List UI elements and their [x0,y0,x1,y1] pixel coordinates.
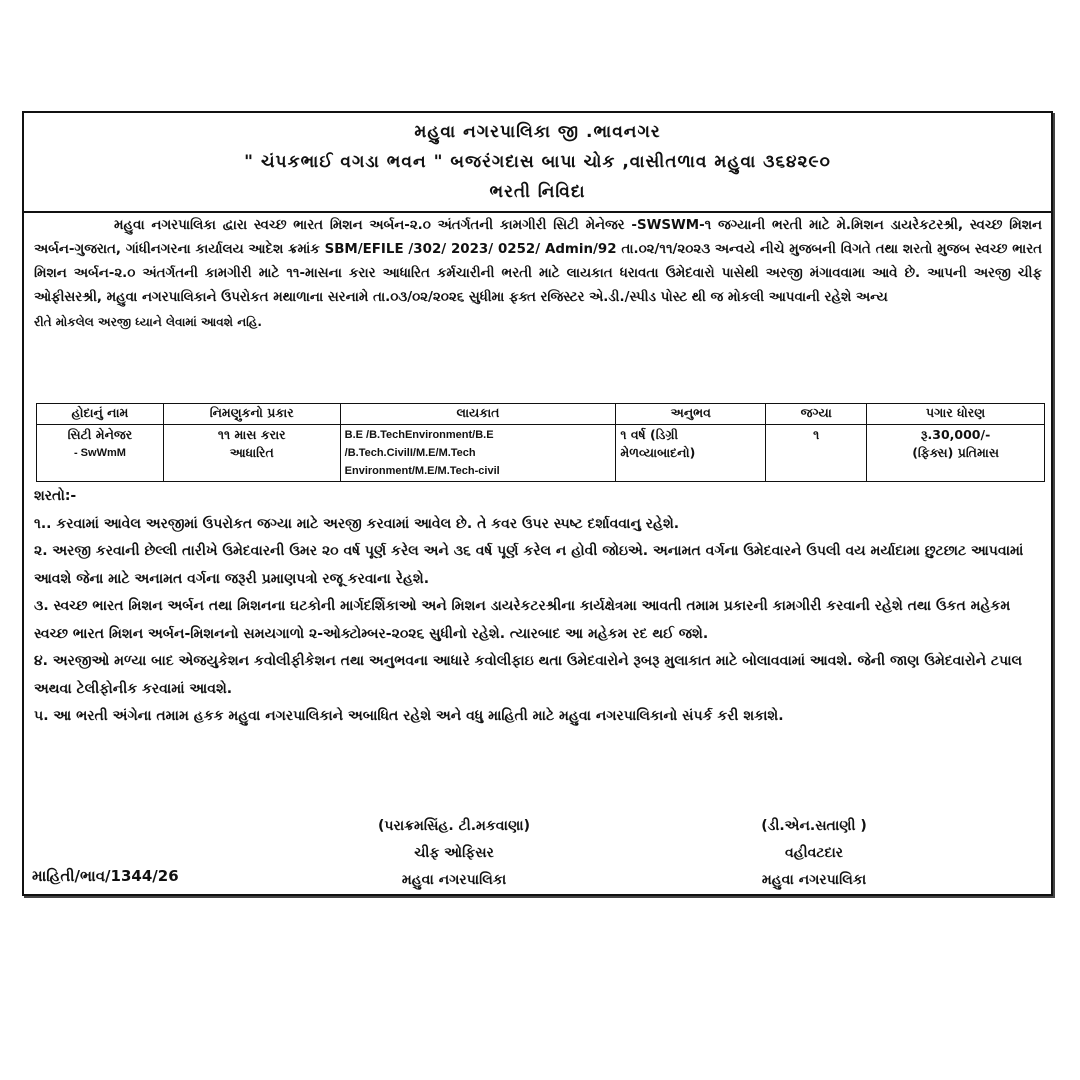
term-item: ૨. અરજી કરવાની છેલ્લી તારીખે ઉમેદવારની ઉમર ૨૦ વર્ષ પૂર્ણ કરેલ અને ૩૬ વર્ષ પૂર્ણ કરેલ ન હોવી જોઇએ. અનામત વર્ગના ઉમેદવારને ઉપલી વય મર્યાદામા છુટછાટ આપવામાં આવશે જેના માટે અનામત વર્ગના જરૂરી પ્રમાણપત્રો રજૂ કરવાના રેહશે. [34,543,1024,587]
signatory-org: મહુવા નગરપાલિકા [761,872,867,888]
signatory-name: (ડી.એન.સતાણી ) [761,818,867,834]
cell-post [37,425,164,482]
reference-number: માહિતી/ભાવ/1344/26 [32,867,179,885]
signatory-name: (પરાક્રમસિંહ. ટી.મકવાણા) [378,818,530,834]
signatory-administrator [704,813,924,894]
cell-qualification [340,425,616,482]
signatory-org: મહુવા નગરપાલિકા [401,872,507,888]
notice-title: ભરતી નિવિદા [489,182,586,202]
cell-vacancy: ૧ [766,425,867,482]
experience-line1: ૧ વર્ષ (ડિગ્રી [620,427,679,442]
signatory-chief-officer [324,813,584,894]
experience-line2: મેળવ્યાબાદનો) [620,445,696,460]
post-code: - SwWmM [73,447,126,459]
qualification-line1: B.E /B.TechEnvironment/B.E [344,429,494,441]
col-header-experience: અનુભવ [616,404,766,425]
appointment-type-line2: આધારિત [229,445,274,460]
address-line: " ચંપકભાઈ વગડા ભવન " બજરંગદાસ બાપા ચોક ,વાસીતળાવ મહુવા ૩૬૪૨૯૦ [244,152,831,172]
qualification-line3: Environment/M.E/M.Tech-civil [344,465,500,477]
table-row [37,425,1045,482]
post-table [36,403,1045,482]
col-header-appointment-type: નિમણુકનો પ્રકાર [163,404,340,425]
intro-paragraph: મહુવા નગરપાલિકા દ્વારા સ્વચ્છ ભારત મિશન અર્બન-૨.૦ અંતર્ગતની કામગીરી સિટી મેનેજર -SWSWM-૧ જગ્યાની ભરતી માટે મે.મિશન ડાયરેકટરશ્રી, સ્વચ્છ મિશન અર્બન-ગુજરાત, ગાંધીનગરના કાર્યાલય આદેશ ક્રમાંક SBM/EFILE /302/ 2023/ 0252/ Admin/92 તા.૦૨/૧૧/૨૦૨૩ અન્વયે નીચે મુજબની વિગતે તથા શરતો મુજબ સ્વચ્છ ભારત મિશન અર્બન-૨.૦ અંતર્ગતની કામગીરી માટે ૧૧-માસના કરાર આધારિત કર્મચારીની ભરતી માટે લાયકાત ધરાવતા ઉમેદવારો પાસેથી અરજી મંગાવવામા આવે છે. આપની અરજી ચીફ ઓફીસરશ્રી, મહુવા નગરપાલિકાને ઉપરોકત મથાળાના સરનામે તા.૦૩/૦૨/૨૦૨૬ સુધીમા ફક્ત રજિસ્ટર એ.ડી./સ્પીડ પોસ્ટ થી જ મોકલી આપવાની રહેશે અન્ય [34,218,1042,305]
term-item: ૪. અરજીઓ મળ્યા બાદ એજયુકેશન કવોલીફીકેશન તથા અનુભવના આધારે કવોલીફાઇ થતા ઉમેદવારોને રૂબરૂ મુલાકાત માટે બોલાવવામાં આવશે. જેની જાણ ઉમેદવારોને ટપાલ અથવા ટેલીફોનીક કરવામાં આવશે. [34,653,1023,697]
cell-appointment-type [163,425,340,482]
signatory-title: ચીફ ઓફિસર [414,845,494,861]
terms-section [34,483,1042,731]
cell-experience [616,425,766,482]
notice-header [24,113,1051,213]
col-header-qualification: લાયકાત [340,404,616,425]
col-header-pay-scale: પગાર ધોરણ [867,404,1045,425]
col-header-post: હોદાનું નામ [37,404,164,425]
pay-line2: (ફિક્સ) પ્રતિમાસ [912,445,999,460]
qualification-line2: /B.Tech.CivilI/M.E/M.Tech [344,447,476,459]
cell-pay-scale [867,425,1045,482]
col-header-vacancy: જગ્યા [766,404,867,425]
notice-frame [22,111,1053,896]
term-item: ૩. સ્વચ્છ ભારત મિશન અર્બન તથા મિશનના ઘટકોની માર્ગદર્શિકાઓ અને મિશન ડાયરેકટરશ્રીના કાર્યક્ષેત્રમા આવતી તમામ પ્રકારની કામગીરી કરવાની રહેશે તથા ઉકત મહેકમ સ્વચ્છ ભારત મિશન અર્બન-મિશનનો સમયગાળો ૨-ઓક્ટોમ્બર-૨૦૨૬ સુધીનો રહેશે. ત્યારબાદ આ મહેકમ રદ થઈ જશે. [34,598,1011,642]
term-item: ૧.. કરવામાં આવેલ અરજીમાં ઉપરોકત જગ્યા માટે અરજી કરવામાં આવેલ છે. તે કવર ઉપર સ્પષ્ટ દર્શાવવાનુ રહેશે. [34,515,680,532]
intro-section [34,214,1042,334]
post-name: સિટી મેનેજર [67,427,133,442]
intro-last-line: રીતે મોકલેલ અરજી ધ્યાને લેવામાં આવશે નહિ. [34,315,262,329]
signatory-title: વહીવટદાર [784,845,844,861]
term-item: ૫. આ ભરતી અંગેના તમામ હકક મહુવા નગરપાલિકાને અબાધિત રહેશે અને વધુ માહિતી માટે મહુવા નગરપાલિકાનો સંપર્ક કરી શકાશે. [34,708,784,724]
table-header-row [37,404,1045,425]
terms-title: શરતો:- [34,488,77,504]
pay-line1: રૂ.30,000/- [920,427,991,442]
appointment-type-line1: ૧૧ માસ કરાર [217,427,286,442]
municipality-name: મહુવા નગરપાલિકા જી .ભાવનગર [414,122,661,142]
